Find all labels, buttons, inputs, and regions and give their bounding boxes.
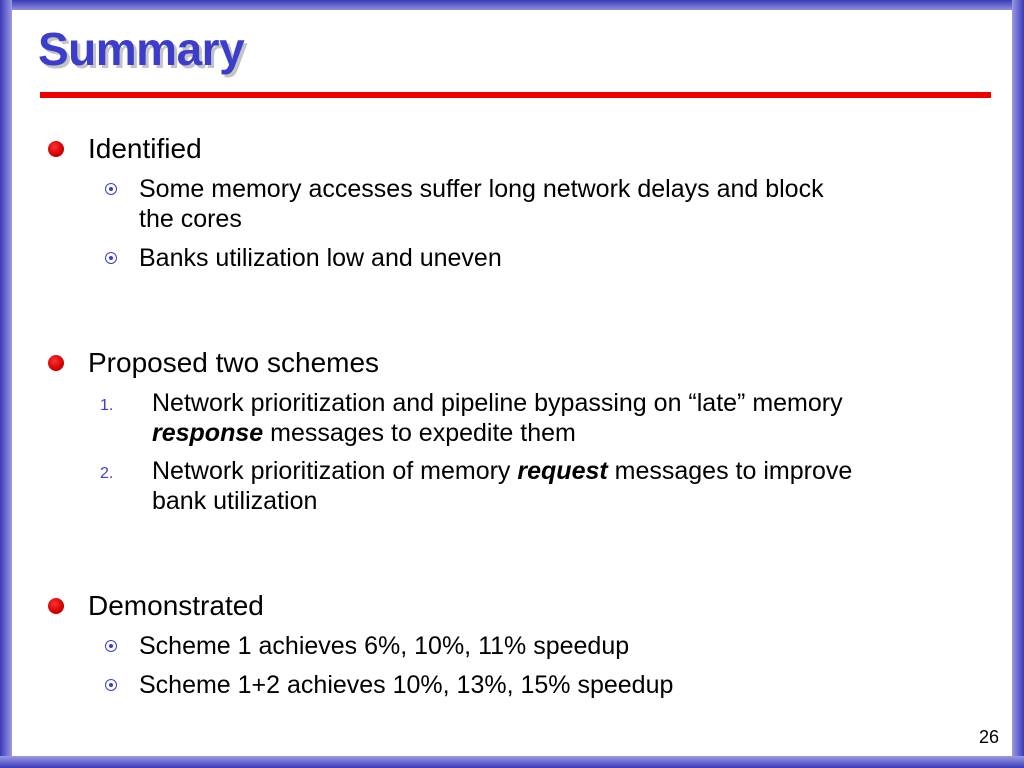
section-heading-proposed: Proposed two schemes — [88, 347, 380, 378]
emphasis-request: request — [517, 457, 608, 485]
circle-dot-bullet-icon — [105, 252, 117, 264]
list-item-line — [152, 418, 843, 448]
section-heading-identified: Identified — [88, 133, 202, 164]
slide-frame-left — [0, 0, 12, 768]
title-underline — [40, 92, 991, 98]
circle-dot-bullet-icon — [105, 679, 117, 691]
list-item: Scheme 1 achieves 6%, 10%, 11% speedup — [139, 632, 630, 660]
list-item-line: Some memory accesses suffer long network delays and block — [139, 175, 824, 203]
list-item — [152, 456, 852, 516]
list-item-text: messages to expedite them — [263, 419, 576, 447]
list-item: Banks utilization low and uneven — [139, 244, 502, 272]
red-bullet-icon — [48, 598, 64, 614]
slide-frame-top — [0, 0, 1024, 10]
list-item-line: the cores — [139, 205, 242, 233]
emphasis-response: response — [152, 419, 264, 447]
slide-frame-right — [1012, 0, 1024, 768]
list-item-line: bank utilization — [152, 487, 318, 515]
list-item-line — [152, 456, 852, 486]
section-heading-demonstrated: Demonstrated — [88, 590, 264, 621]
list-item: Scheme 1+2 achieves 10%, 13%, 15% speedup — [139, 671, 674, 699]
circle-dot-bullet-icon — [105, 640, 117, 652]
list-number: 2. — [100, 465, 114, 482]
red-bullet-icon — [48, 355, 64, 371]
slide-title: Summary — [38, 23, 245, 75]
list-item — [139, 174, 824, 234]
circle-dot-bullet-icon — [105, 183, 117, 195]
list-number: 1. — [100, 397, 114, 414]
list-item-text: messages to improve — [607, 457, 853, 485]
list-item-text: Network prioritization of memory — [152, 457, 518, 485]
list-item — [152, 388, 843, 448]
slide-frame-bottom — [0, 756, 1024, 768]
page-number: 26 — [978, 727, 999, 747]
list-item-line: Network prioritization and pipeline bypassing on “late” memory — [152, 389, 843, 417]
red-bullet-icon — [48, 141, 64, 157]
